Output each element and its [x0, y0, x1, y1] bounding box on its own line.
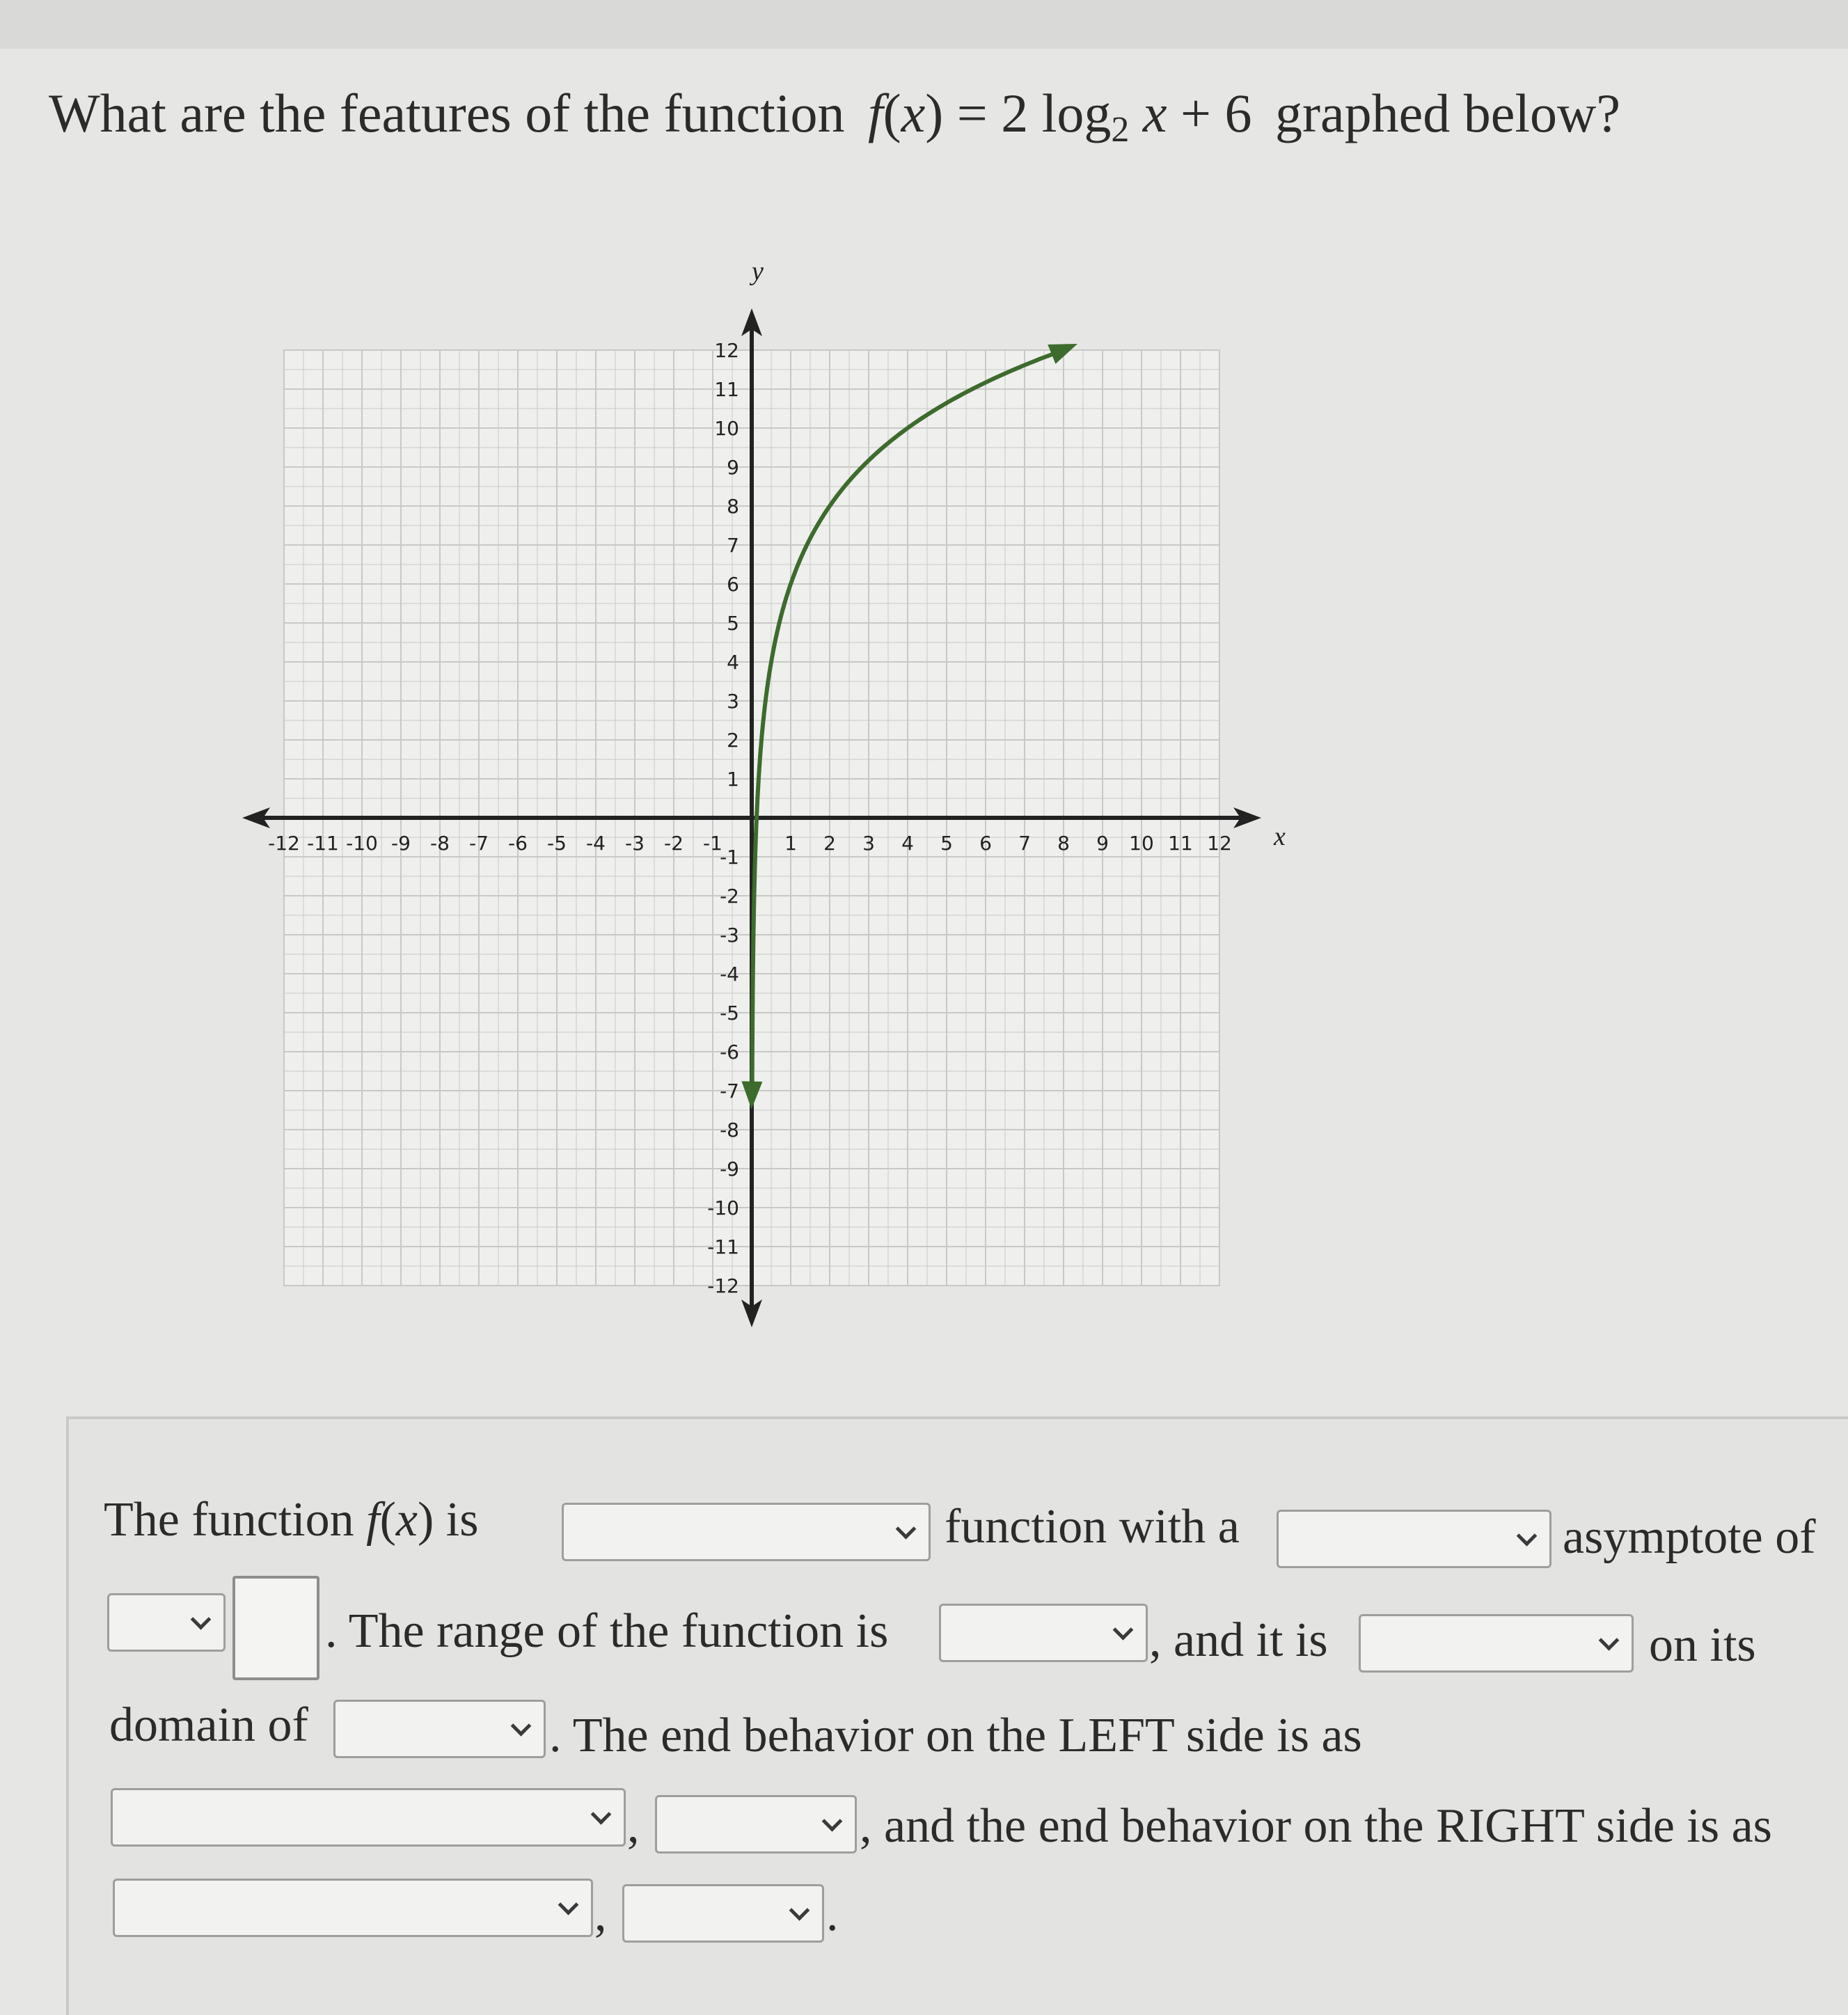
y-tick-label: 1	[727, 768, 739, 791]
asymptote-variable-dropdown[interactable]	[107, 1593, 226, 1652]
question-prefix: What are the features of the function	[49, 83, 845, 143]
chevron-down-icon	[1113, 1620, 1134, 1641]
y-tick-label: -8	[720, 1119, 739, 1141]
chevron-down-icon	[822, 1811, 843, 1832]
answer-line-2-mid: , and it is	[1149, 1613, 1328, 1667]
y-tick-label: -2	[720, 885, 739, 908]
x-tick-label: -5	[547, 832, 567, 855]
x-tick-label: 8	[1057, 832, 1070, 855]
x-tick-label: 11	[1168, 832, 1193, 855]
x-tick-label: -8	[430, 832, 450, 855]
x-tick-label: 9	[1096, 832, 1109, 855]
y-tick-label: 4	[727, 651, 739, 674]
x-tick-label: -7	[469, 832, 489, 855]
chevron-down-icon	[511, 1716, 532, 1737]
answer-line-5-comma: ,	[594, 1888, 607, 1941]
y-tick-label: -7	[720, 1080, 739, 1103]
domain-dropdown[interactable]	[333, 1700, 546, 1758]
x-tick-label: -11	[307, 832, 339, 855]
y-tick-label: -6	[720, 1041, 739, 1064]
x-tick-label: 3	[862, 832, 875, 855]
y-axis-label: y	[752, 257, 764, 286]
x-tick-label: 4	[901, 832, 914, 855]
x-tick-label: 1	[784, 832, 797, 855]
answer-line-2-end: on its	[1649, 1618, 1756, 1672]
y-tick-label: -9	[720, 1157, 739, 1180]
top-band	[0, 0, 1848, 49]
x-tick-label: -3	[625, 832, 645, 855]
y-tick-label: 3	[727, 690, 739, 713]
y-tick-label: -4	[720, 963, 739, 986]
x-tick-label: -1	[703, 832, 722, 855]
answer-line-4-comma: ,	[627, 1799, 640, 1853]
y-tick-label: -5	[720, 1002, 739, 1025]
x-tick-label: -2	[664, 832, 684, 855]
y-tick-label: 10	[714, 417, 739, 440]
y-tick-label: -10	[707, 1196, 739, 1219]
x-tick-label: 6	[979, 832, 992, 855]
x-tick-label: -4	[586, 832, 606, 855]
x-tick-label: -10	[346, 832, 378, 855]
x-tick-label: -9	[391, 832, 411, 855]
x-tick-label: 5	[940, 832, 953, 855]
chevron-down-icon	[1517, 1526, 1538, 1547]
y-tick-label: 7	[727, 534, 739, 557]
x-axis-label: x	[1274, 822, 1286, 851]
increasing-decreasing-dropdown[interactable]	[1359, 1614, 1634, 1673]
chevron-down-icon	[591, 1804, 612, 1825]
x-tick-label: -12	[268, 832, 300, 855]
y-tick-label: 6	[727, 573, 739, 596]
question-text	[49, 75, 1803, 168]
x-tick-label: 2	[823, 832, 836, 855]
y-tick-label: 5	[727, 612, 739, 635]
asymptote-type-dropdown[interactable]	[1277, 1510, 1551, 1568]
answer-line-4-end: , and the end behavior on the RIGHT side is as	[860, 1799, 1772, 1853]
answer-line-3: domain of	[109, 1698, 308, 1752]
y-tick-label: -3	[720, 924, 739, 947]
left-end-behavior-x-dropdown[interactable]	[111, 1788, 626, 1847]
y-tick-label: 8	[727, 495, 739, 518]
y-tick-label: -12	[707, 1274, 739, 1297]
x-tick-label: 7	[1018, 832, 1031, 855]
answer-line-2: . The range of the function is	[325, 1604, 889, 1658]
right-end-behavior-y-dropdown[interactable]	[622, 1884, 824, 1943]
chevron-down-icon	[789, 1900, 810, 1921]
function-type-dropdown[interactable]	[562, 1503, 931, 1561]
function-graph	[223, 251, 1309, 1336]
answer-line-1-mid: function with a	[945, 1500, 1240, 1554]
chevron-down-icon	[896, 1519, 917, 1540]
question-suffix: graphed below?	[1275, 83, 1620, 143]
asymptote-value-input[interactable]	[232, 1576, 319, 1680]
answer-line-1-end: asymptote of	[1563, 1510, 1816, 1564]
chevron-down-icon	[1599, 1630, 1620, 1651]
range-dropdown[interactable]	[939, 1604, 1148, 1662]
answer-line-3-end: . The end behavior on the LEFT side is as	[549, 1709, 1362, 1762]
answer-line-5-end: .	[826, 1888, 839, 1941]
x-tick-label: 10	[1129, 832, 1154, 855]
y-tick-label: -1	[720, 846, 739, 869]
chevron-down-icon	[558, 1895, 579, 1915]
answer-panel	[66, 1416, 1848, 2015]
left-end-behavior-y-dropdown[interactable]	[655, 1795, 857, 1854]
y-tick-label: 12	[714, 339, 739, 362]
answer-line-1: The function f(x) is	[104, 1493, 479, 1547]
question-function: f(x) = 2 $\log_2 x + 6$	[867, 83, 1252, 150]
right-end-behavior-x-dropdown[interactable]	[113, 1879, 593, 1937]
y-tick-label: 9	[727, 456, 739, 479]
y-tick-label: 2	[727, 729, 739, 752]
x-tick-label: -6	[508, 832, 528, 855]
y-tick-label: -11	[707, 1235, 739, 1258]
y-tick-label: 11	[714, 378, 739, 401]
x-tick-label: 12	[1207, 832, 1232, 855]
chevron-down-icon	[191, 1609, 212, 1630]
